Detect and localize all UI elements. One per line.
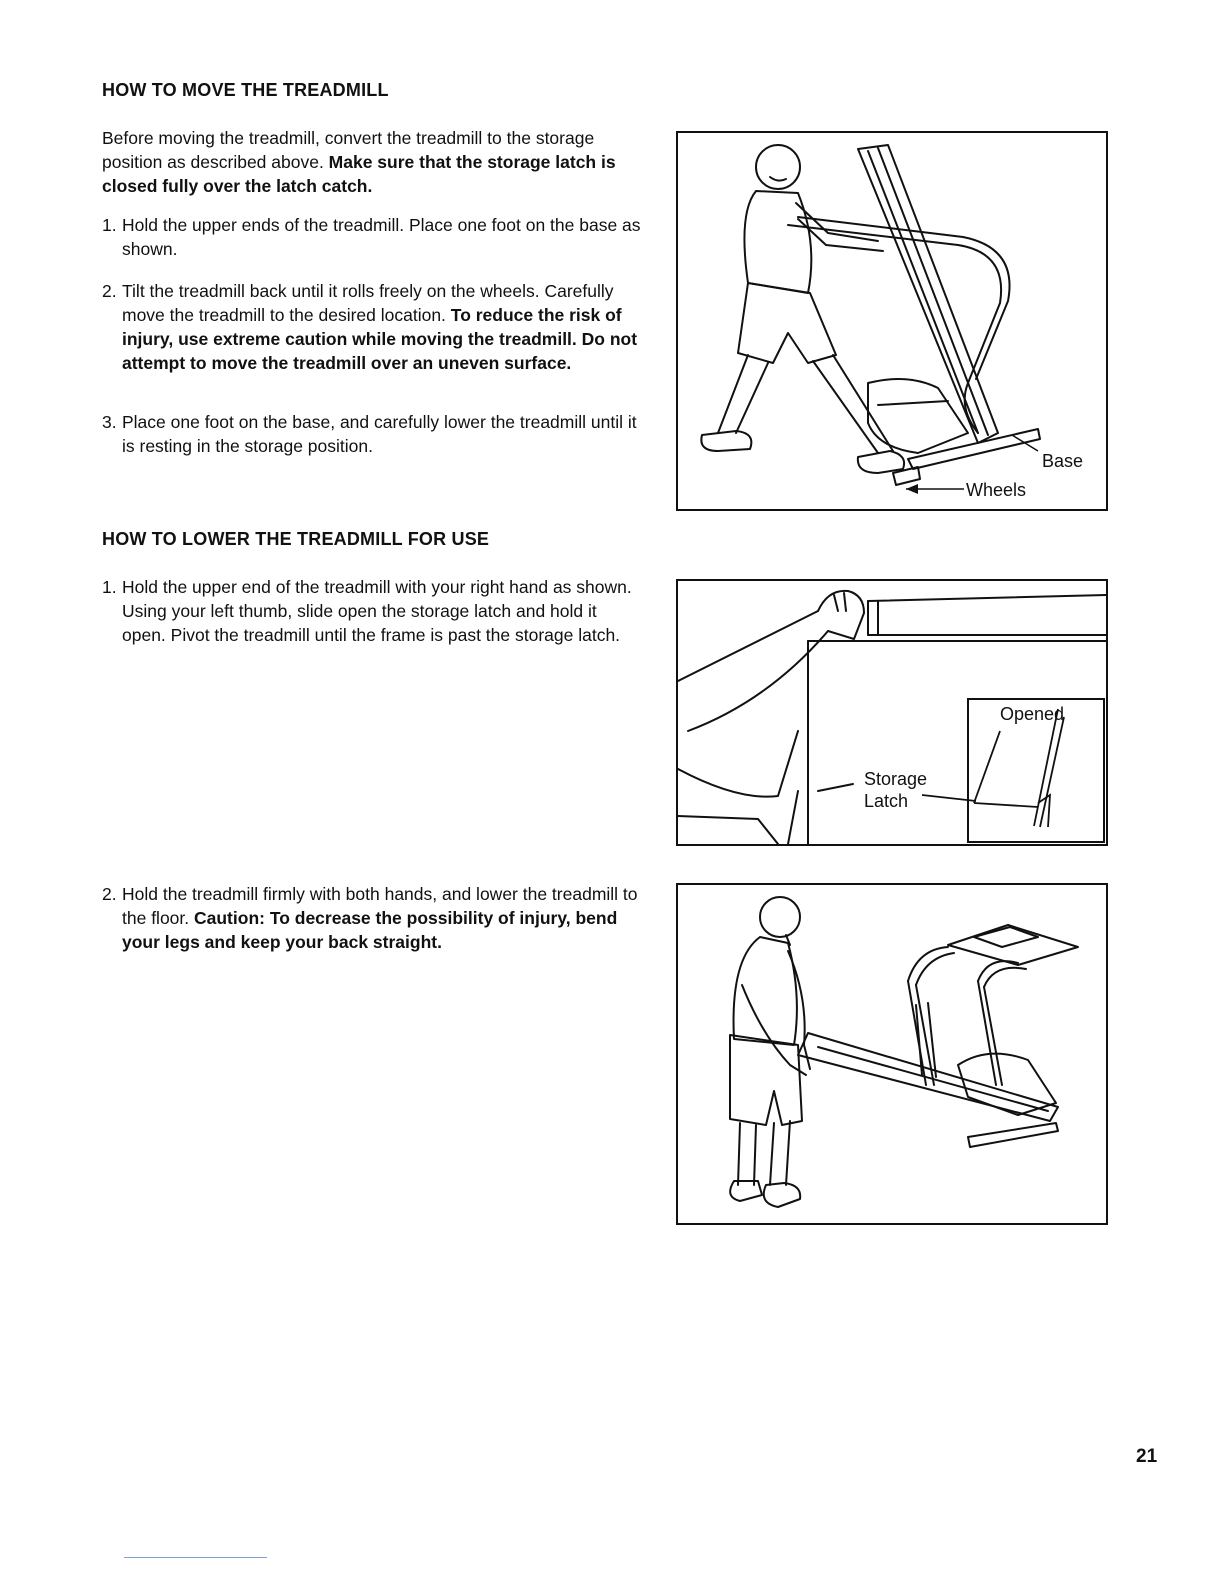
move-step-3: [102, 410, 642, 458]
step-text: Hold the upper end of the treadmill with your right hand as shown. Using your left thumb, slide open the storage latch and hold it open. Pivot the treadmill until the frame is past the storage latch.: [122, 577, 632, 645]
section-heading-lower: HOW TO LOWER THE TREADMILL FOR USE: [102, 529, 490, 549]
label-base: Base: [1042, 451, 1084, 471]
label-opened: Opened: [1000, 704, 1065, 724]
label-storage: Storage: [864, 769, 928, 789]
label-wheels: Wheels: [966, 480, 1027, 500]
step-number: 1.: [102, 215, 117, 235]
figure-storage-latch: [676, 579, 1108, 846]
move-step-2: [102, 279, 642, 375]
step-warning: To reduce the risk of injury, use extreme caution while moving the treadmill. Do not attempt to move the treadmill over an uneven surface.: [122, 305, 638, 373]
figure-lowering-treadmill: [676, 883, 1108, 1225]
figure-moving-treadmill: [676, 131, 1108, 511]
move-intro-paragraph: [102, 126, 642, 198]
step-text: Hold the treadmill firmly with both hands, and lower the treadmill to the floor.: [122, 884, 638, 928]
label-latch: Latch: [864, 791, 909, 811]
section-heading-move: HOW TO MOVE THE TREADMILL: [102, 80, 389, 100]
step-text: Place one foot on the base, and carefully lower the treadmill until it is resting in the storage position.: [122, 412, 637, 456]
step-number: 2.: [102, 884, 117, 904]
step-number: 3.: [102, 412, 117, 432]
lowering-treadmill-illustration: [678, 885, 1106, 1223]
step-number: 1.: [102, 577, 117, 597]
lower-step-1: [102, 575, 642, 647]
page-number: 21: [1136, 1446, 1158, 1467]
step-warning: Caution: To decrease the possibility of injury, bend your legs and keep your back straight.: [122, 908, 618, 952]
move-intro-text: Before moving the treadmill, convert the treadmill to the storage position as described above.: [102, 128, 595, 172]
step-number: 2.: [102, 281, 117, 301]
footer-rule: [124, 1557, 267, 1558]
step-text: Hold the upper ends of the treadmill. Place one foot on the base as shown.: [122, 215, 641, 259]
move-intro-warning: Make sure that the storage latch is closed fully over the latch catch.: [102, 152, 616, 196]
step-text: Tilt the treadmill back until it rolls freely on the wheels. Carefully move the treadmill to the desired location.: [122, 281, 614, 325]
move-step-1: [102, 213, 642, 261]
lower-step-2: [102, 882, 642, 954]
